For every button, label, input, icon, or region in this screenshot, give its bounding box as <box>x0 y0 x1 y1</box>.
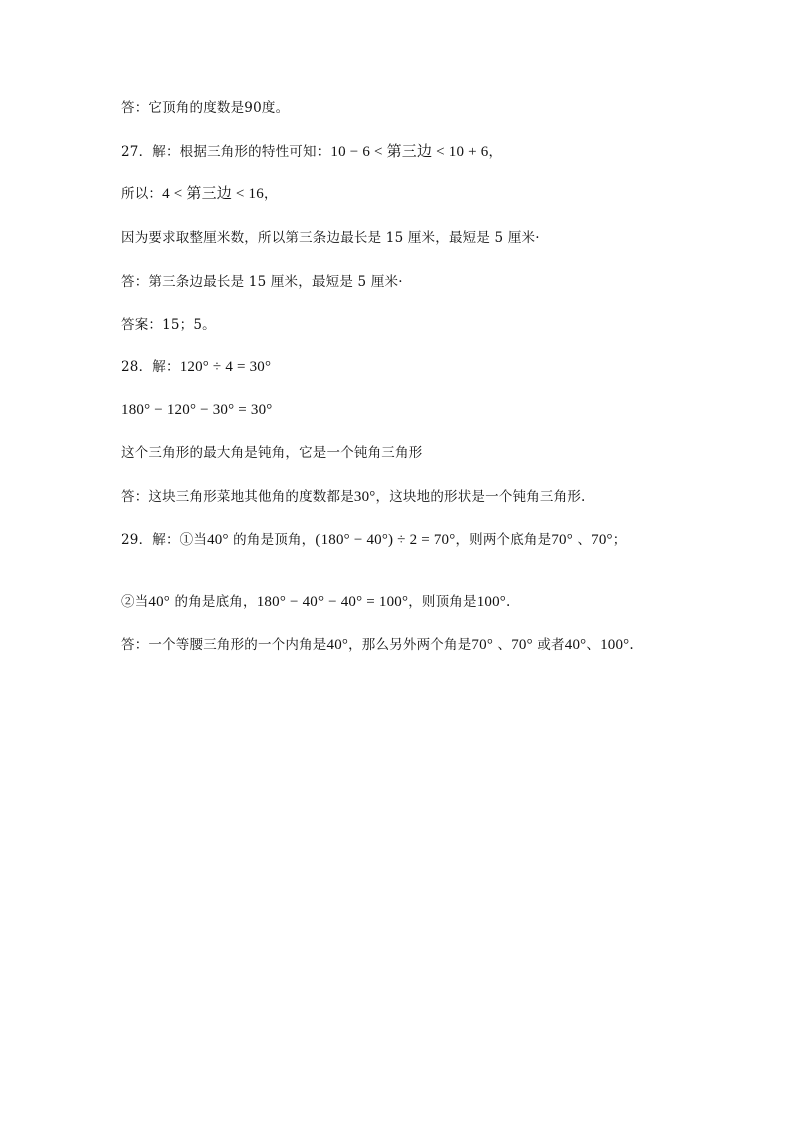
text-segment: 29．解：①当 <box>121 532 208 548</box>
problem-28-conclusion-line <box>121 443 422 463</box>
angle-value: 100° <box>476 594 507 610</box>
text-segment: ； <box>612 532 627 548</box>
problem-29-case-2-line <box>121 592 511 612</box>
reason-text: 因为要求取整厘米数，所以第三条边最长是 15 厘米，最短是 5 厘米· <box>121 230 540 246</box>
text-segment: 的角是顶角， <box>228 532 316 548</box>
angle-value: 40° <box>564 637 587 653</box>
text-segment: 、 <box>586 637 601 653</box>
problem-27-answer-key-line <box>121 315 216 335</box>
angle-value: 70° <box>511 637 533 653</box>
solution-suffix: ， <box>488 144 503 160</box>
problem-29-case-1-line <box>121 530 626 550</box>
angle-value: 70° <box>591 532 613 548</box>
angle-value: 40° <box>207 532 229 548</box>
equation-expression: (180° − 40°) ÷ 2 = 70° <box>315 532 456 548</box>
problem-27-therefore-line <box>121 184 278 204</box>
text-segment: 的角是底角， <box>170 594 257 610</box>
equation-expression: 180° − 40° − 40° = 100° <box>256 594 409 610</box>
text-segment: 答：一个等腰三角形的一个内角是 <box>121 637 327 653</box>
angle-value: 70° <box>471 637 494 653</box>
problem-29-answer-line <box>121 635 634 655</box>
problem-28-equation-line <box>121 400 272 420</box>
angle-value: 100° <box>600 637 630 653</box>
text-segment: ，则顶角是 <box>408 594 477 610</box>
problem-28-answer-line <box>121 487 586 507</box>
therefore-suffix: ， <box>263 186 278 202</box>
text-segment: 、 <box>493 637 512 653</box>
problem-27-solution-line <box>121 142 502 162</box>
therefore-prefix: 所以： <box>121 186 163 202</box>
text-segment: ，那么另外两个角是 <box>348 637 472 653</box>
answer-text: 答：第三条边最长是 15 厘米，最短是 5 厘米· <box>121 274 403 290</box>
answer-prefix: 答：这块三角形菜地其他角的度数都是 <box>121 489 354 505</box>
answer-line-apex-angle <box>121 98 289 118</box>
equation-expression: 180° − 120° − 30° = 30° <box>121 402 273 418</box>
problem-27-answer-line <box>121 272 403 292</box>
text-segment: . <box>629 637 634 653</box>
problem-28-solution-line <box>121 357 271 377</box>
text-segment: 或者 <box>532 637 565 653</box>
text-segment: ，则两个底角是 <box>455 532 552 548</box>
answer-key-text: 答案：15；5。 <box>121 317 216 333</box>
angle-value: 30° <box>353 489 376 505</box>
angle-value: 70° <box>551 532 573 548</box>
inequality-expression: 4 < 第三边 < 16 <box>162 186 264 202</box>
inequality-expression: 10 − 6 < 第三边 < 10 + 6 <box>330 144 489 160</box>
equation-expression: 120° ÷ 4 = 30° <box>179 359 272 375</box>
solution-prefix: 27．解：根据三角形的特性可知： <box>121 144 331 160</box>
problem-27-reason-line <box>121 228 540 248</box>
angle-value: 40° <box>326 637 349 653</box>
solution-prefix: 28．解： <box>121 359 180 375</box>
text-segment: . <box>506 594 511 610</box>
angle-value: 40° <box>148 594 171 610</box>
text-segment: 、 <box>572 532 592 548</box>
answer-text: 答：它顶角的度数是90度。 <box>121 100 290 116</box>
answer-suffix: ，这块地的形状是一个钝角三角形. <box>375 489 586 505</box>
text-segment: ②当 <box>121 594 149 610</box>
conclusion-text: 这个三角形的最大角是钝角，它是一个钝角三角形 <box>121 445 423 461</box>
